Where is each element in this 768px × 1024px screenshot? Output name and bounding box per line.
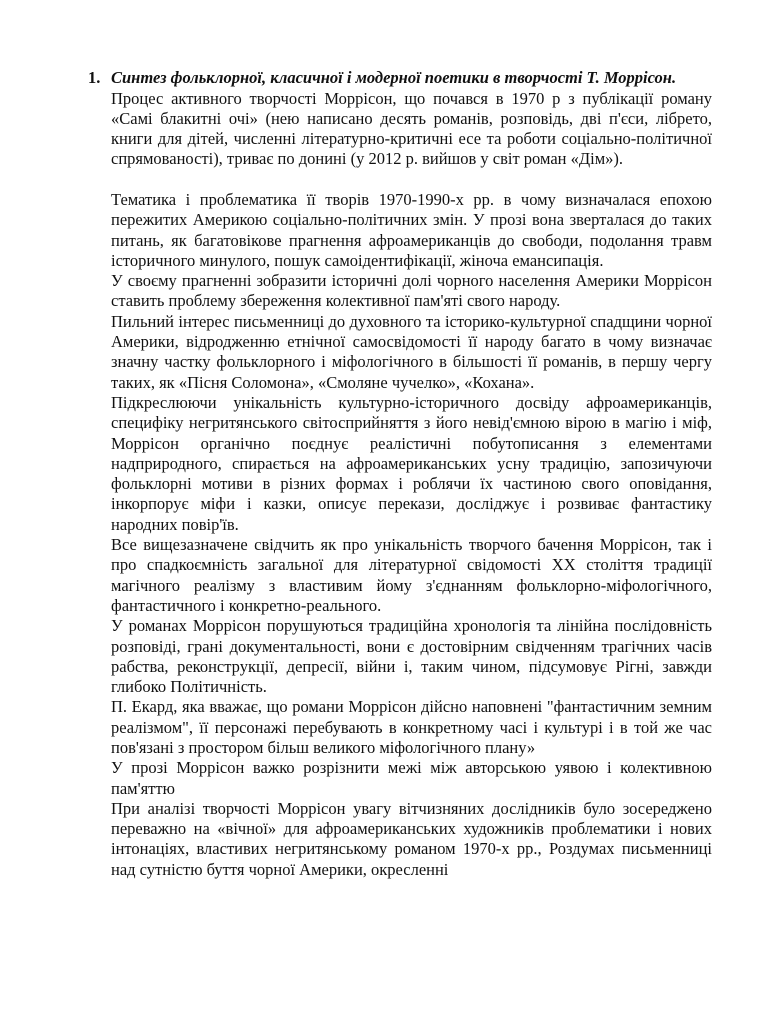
paragraph: Тематика і проблематика її творів 1970-1990-х рр. в чому визначалася епохою пережитих Америкою соціально-політичних змін. У прозі вона зверталася до таких питань, як багатовікове прагнення афроамериканців до свободи, подолання травм історичного минулого, пошук самоідентифікації, жіноча емансипація.: [111, 189, 712, 270]
paragraph: Підкреслюючи унікальність культурно-історичного досвіду афроамериканців, специфіку негритянського світосприйняття з його невід'ємною вірою в магію і міф, Моррісон органічно поєднує реалістичні побутописання з елементами надприродного, спирається на афроамериканських усну традицію, запозичуючи фольклорні мотиви в різних формах і роблячи їх частиною свого оповідання, інкорпорує міфи і казки, описує перекази, досліджує і розвиває фантастику народних повір'їв.: [111, 392, 712, 534]
section-heading: [88, 68, 712, 89]
paragraph: Пильний інтерес письменниці до духовного та історико-культурної спадщини чорної Америки, відродженню етнічної самосвідомості її народу багато в чому визначає значну частку фольклорного і міфологічного в більшості її романів, в першу чергу таких, як «Пісня Соломона», «Смоляне чучелко», «Кохана».: [111, 311, 712, 392]
paragraph: У романах Моррісон порушуються традиційна хронологія та лінійна послідовність розповіді, грані документальності, вони є достовірним свідченням трагічних часів рабства, реконструкції, депресії, війни і, таким чином, підсумовує Рігні, завжди глибоко Політичність.: [111, 616, 712, 697]
heading-text: Синтез фольклорної, класичної і модерної поетики в творчості Т. Моррісон.: [111, 68, 677, 87]
paragraph: У прозі Моррісон важко розрізнити межі між авторською уявою і колективною пам'яттю: [111, 758, 712, 798]
paragraph: П. Екард, яка вважає, що романи Моррісон дійсно наповнені "фантастичним земним реалізмом", її персонажі перебувають в конкретному часі і культурі і в той же час пов'язані з простором більш великого міфологічного плану»: [111, 697, 712, 757]
heading-number: 1.: [88, 68, 101, 87]
document-body: [111, 89, 712, 881]
paragraph: У своєму прагненні зобразити історичні долі чорного населення Америки Моррісон ставить проблему збереження колективної пам'яті свого народу.: [111, 271, 712, 311]
paragraph: При аналізі творчості Моррісон увагу вітчизняних дослідників було зосереджено переважно на «вічної» для афроамериканських художників проблематики і нових інтонаціях, властивих негритянському романом 1970-х рр., Роздумах письменниці над сутністю буття чорної Америки, окресленні: [111, 798, 712, 879]
paragraph: Все вищезазначене свідчить як про унікальність творчого бачення Моррісон, так і про спадкоємність загальної для літературної свідомості XX століття традиції магічного реалізму з властивим йому з'єднанням фольклорно-міфологічного, фантастичного і конкретно-реального.: [111, 535, 712, 615]
paragraph: Процес активного творчості Моррісон, що почався в 1970 р з публікації роману «Самі блакитні очі» (нею написано десять романів, розповідь, дві п'єси, лібрето, книги для дітей, численні літературно-критичні есе та роботи соціально-політичної спрямованості), триває по донині (у 2012 р. вийшов у світ роман «Дім»).: [111, 88, 712, 169]
